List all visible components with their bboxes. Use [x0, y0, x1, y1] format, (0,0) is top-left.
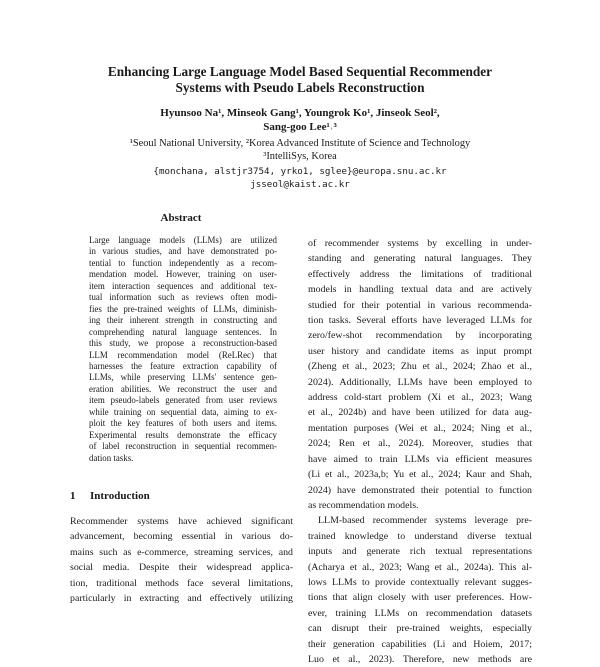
text-line: (Zheng et al., 2023; Zhu et al., 2024; Zhao et al., [308, 361, 532, 373]
text-line: in various studies, and have demonstrated po- [89, 246, 277, 257]
text-line: 2024) have demonstrated their potential to function [308, 484, 532, 496]
text-line: trained knowledge to understand diverse textual [308, 530, 532, 542]
text-line: mentation purposes (Wei et al., 2024; Ning et al., [308, 422, 532, 434]
text-line: (Acharya et al., 2023; Wang et al., 2024a). This al- [308, 561, 532, 573]
affiliation-line: ³IntelliSys, Korea [263, 151, 337, 162]
text-line: Large language models (LLMs) are utilized [89, 235, 277, 245]
text-line: inputs and generate rich textual representations [308, 546, 532, 558]
section-heading-introduction [70, 490, 150, 502]
text-line: item interaction sequences and additional tex- [89, 280, 277, 291]
text-line: as recommendation models. [308, 499, 419, 511]
text-line: mendation model. However, training on user- [89, 269, 277, 280]
abstract-body [89, 235, 277, 464]
text-line: can disrupt their pre-trained weights, especially [308, 623, 532, 635]
text-line: mains such as e-commerce, streaming services, and [70, 546, 293, 558]
introduction-left-column [70, 514, 293, 606]
text-line: 2024). Additionally, LLMs have been employed to [308, 376, 532, 388]
author-line: Sang-goo Lee¹˒³ [263, 121, 337, 133]
email-line: {monchana, alstjr3754, yrko1, sglee}@europa.snu.ac.kr [153, 166, 447, 177]
text-line: et al., 2024b) and have been utilized for data aug- [308, 407, 532, 419]
text-line: have aimed to train LLMs via efficient measures [308, 453, 532, 465]
text-line: 2024; Ren et al., 2024). Moreover, studies that [308, 438, 532, 450]
text-line: ever, training LLMs on recommendation datasets [308, 607, 532, 619]
text-line: tion tasks. Several efforts have leveraged LLMs for [308, 315, 532, 327]
text-line: Luo et al., 2023). Therefore, new methods are [308, 653, 532, 665]
text-line: (Li et al., 2023a,b; Yu et al., 2024; Kaur and Shah, [308, 469, 532, 481]
text-line: ploit the key features of both users and items. [89, 418, 277, 429]
text-line: effectively address the limitations of traditional [308, 268, 532, 280]
affiliations [60, 137, 540, 163]
paper-title-line: Systems with Pseudo Labels Reconstruction [175, 80, 425, 95]
introduction-right-column [308, 236, 532, 667]
paper-title [60, 64, 540, 96]
text-line: Recommender systems have achieved significant [70, 516, 293, 527]
text-line: LLMs, while preserving LLMs' sentence gen- [89, 372, 277, 383]
text-line: Experimental results demonstrate the efficacy [89, 429, 277, 440]
paper-title-line: Enhancing Large Language Model Based Sequential Recommender [107, 64, 493, 79]
author-emails [60, 165, 540, 191]
text-line: tions that align closely with user preferences. How- [308, 592, 532, 604]
text-line: address cold-start problem (Xi et al., 2023; Wang [308, 392, 532, 404]
text-line: user history and candidate items as input prompt [308, 345, 532, 357]
text-line: their generation capabilities (Li and Hoiem, 2017; [308, 638, 532, 650]
text-line: studied for their potential in various recommenda- [308, 299, 532, 311]
text-line: models in handling textual data and are actively [308, 284, 532, 296]
affiliation-line: ¹Seoul National University, ²Korea Advanced Institute of Science and Technology [129, 138, 471, 149]
author-list [60, 106, 540, 134]
section-title: Introduction [90, 490, 150, 502]
text-line: harnesses the feature extraction capability of [89, 360, 277, 371]
abstract-heading: Abstract [160, 212, 202, 224]
text-line: standing and generating natural languages. They [308, 253, 532, 265]
text-line: advancement, becoming essential in various do- [70, 531, 293, 543]
text-line: zero/few-shot recommendation by incorporating [308, 330, 532, 342]
section-number: 1 [70, 490, 76, 502]
text-line: dation tasks. [89, 452, 134, 463]
text-line: comprehending natural language sentences. In [89, 326, 277, 337]
text-line: social media. Despite their widespread applica- [70, 562, 293, 574]
text-line: item pseudo-labels generated from user reviews [89, 395, 277, 406]
text-line: particularly in extracting and effectively utilizing [70, 593, 293, 605]
text-line: ing their inherent strength in constructing and [89, 315, 277, 326]
email-line: jsseol@kaist.ac.kr [250, 179, 350, 190]
text-line: LLM recommendation model (ReLRec) that [89, 349, 277, 360]
text-line: LLM-based recommender systems leverage pre- [318, 515, 532, 527]
text-line: tential to function independently as a recom- [89, 257, 277, 268]
text-line: tion, traditional methods face several limitations, [70, 577, 293, 589]
text-line: eration abilities. We reconstruct the user and [89, 383, 277, 394]
text-line: of label reconstruction in sequential recommen- [89, 441, 277, 452]
text-line: of recommender systems by excelling in under- [308, 238, 532, 249]
text-line: fies the pre-trained weights of LLMs, diminish- [89, 303, 277, 314]
text-line: while training on sequential data, aiming to ex- [89, 406, 277, 417]
text-line: tual information such as reviews often modi- [89, 292, 277, 303]
text-line: this study, we propose a reconstruction-based [89, 338, 277, 349]
text-line: lows LLMs to provide contextually relevant sugges- [308, 576, 532, 588]
author-line: Hyunsoo Na¹, Minseok Gang¹, Youngrok Ko¹, Jinseok Seol², [160, 107, 440, 119]
